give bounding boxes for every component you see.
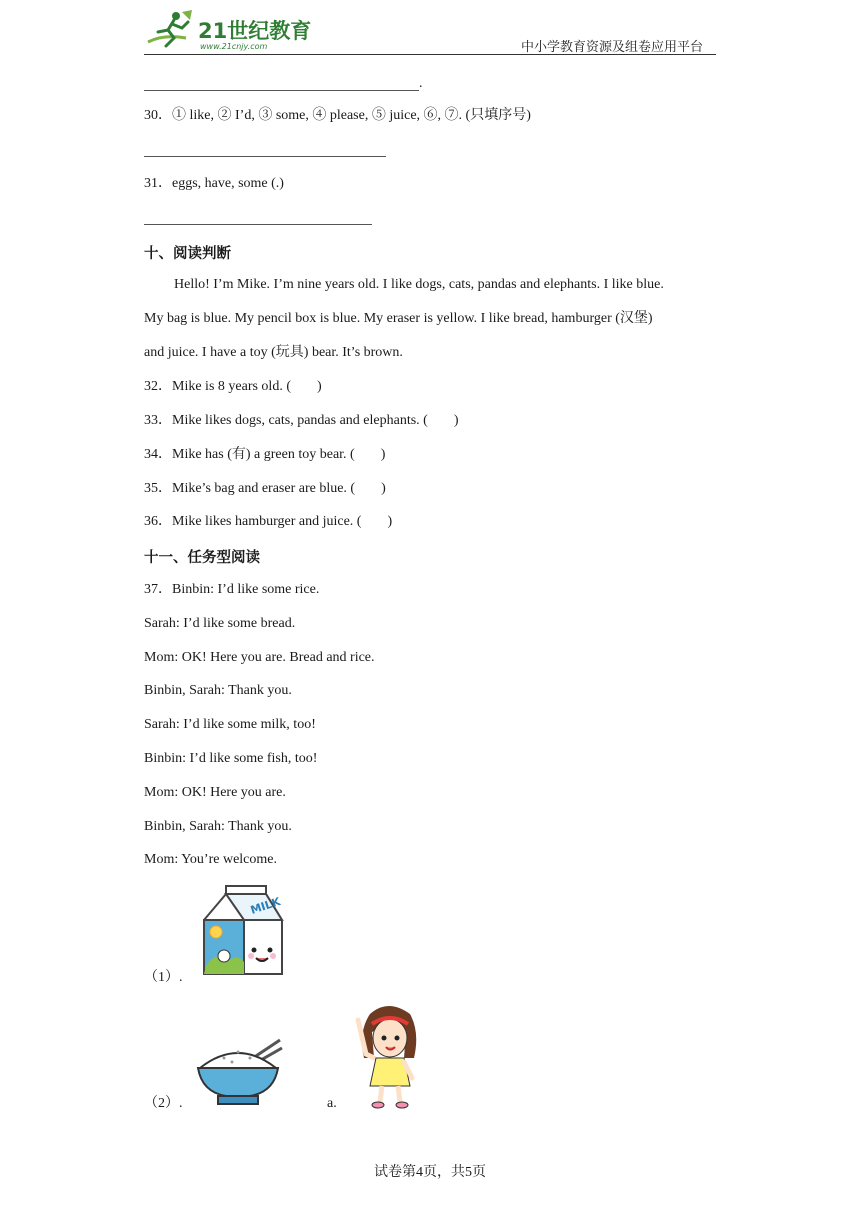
- dialogue-line: Mom: OK! Here you are. Bread and rice.: [144, 650, 375, 665]
- answer-blank: [144, 156, 386, 157]
- section-title: 十、阅读判断: [144, 246, 231, 262]
- page-footer: 试卷第4页，共5页: [374, 1165, 486, 1180]
- passage-line: My bag is blue. My pencil box is blue. My eraser is yellow. I like bread, hamburger (汉堡): [144, 311, 653, 326]
- dialogue-line: Mom: OK! Here you are.: [144, 785, 286, 800]
- question-31: 31．eggs, have, some (.): [144, 176, 284, 191]
- dialogue-line: 37．Binbin: I’d like some rice.: [144, 582, 320, 597]
- dialogue-line: Binbin: I’d like some fish, too!: [144, 751, 318, 766]
- header-platform-text: 中小学教育资源及组卷应用平台: [520, 39, 703, 54]
- question-33: 33．Mike likes dogs, cats, pandas and elephants. ( ): [144, 413, 459, 428]
- item-2-label: （2）.: [144, 1096, 183, 1111]
- dialogue-line: Sarah: I’d like some milk, too!: [144, 717, 316, 732]
- question-32: 32．Mike is 8 years old. ( ): [144, 379, 322, 394]
- passage-line: and juice. I have a toy (玩具) bear. It’s brown.: [144, 345, 403, 360]
- milk-carton-image: [196, 884, 286, 980]
- passage-line: Hello! I’m Mike. I’m nine years old. I like dogs, cats, pandas and elephants. I like blue.: [174, 277, 664, 292]
- blank-end-period: .: [419, 76, 423, 91]
- section-title: 十一、任务型阅读: [144, 550, 260, 566]
- logo-21cnjy: [146, 8, 316, 52]
- dialogue-line: Sarah: I’d like some bread.: [144, 616, 296, 631]
- dialogue-line: Binbin, Sarah: Thank you.: [144, 683, 292, 698]
- answer-blank: [144, 224, 372, 225]
- rice-bowl-image: [194, 1034, 284, 1108]
- svg-text:21世纪教育: 21世纪教育: [198, 19, 312, 43]
- answer-blank: [144, 90, 419, 91]
- girl-image: [344, 1002, 424, 1110]
- dialogue-line: Mom: You’re welcome.: [144, 852, 277, 867]
- svg-text:www.21cnjy.com: www.21cnjy.com: [200, 42, 268, 51]
- item-1-label: （1）.: [144, 970, 183, 985]
- svg-text:MILK: MILK: [248, 895, 283, 917]
- dialogue-line: Binbin, Sarah: Thank you.: [144, 819, 292, 834]
- runner-icon: [148, 10, 192, 46]
- option-a-label: a.: [327, 1096, 337, 1111]
- header-divider: [144, 54, 716, 55]
- question-30: 30．① like, ② I’d, ③ some, ④ please, ⑤ juice, ⑥, ⑦. (只填序号): [144, 108, 531, 123]
- question-35: 35．Mike’s bag and eraser are blue. ( ): [144, 481, 386, 496]
- question-36: 36．Mike likes hamburger and juice. ( ): [144, 514, 393, 529]
- question-34: 34．Mike has (有) a green toy bear. ( ): [144, 447, 386, 462]
